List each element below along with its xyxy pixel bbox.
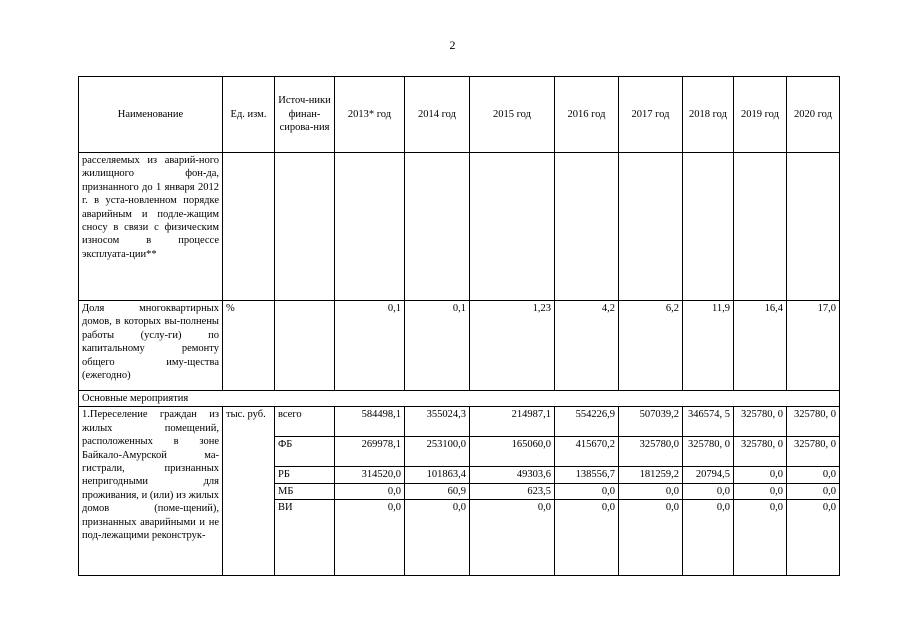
share-name: Доля многоквартирных домов, в которых вы-полнены работы (услу-ги) по капитальному ремонту общего иму-щества (ежегодно) [79,301,223,391]
empty-cell [734,153,787,301]
measure-value: 0,0 [555,483,619,499]
section-row [79,391,840,407]
empty-cell [223,153,275,301]
empty-cell [470,153,555,301]
empty-cell [405,153,470,301]
measure-value: 20794,5 [683,467,734,483]
measure-value: 0,0 [683,483,734,499]
header-year: 2015 год [470,77,555,153]
share-value: 4,2 [555,301,619,391]
measure-row-total [79,407,840,437]
measure-source: МБ [275,483,335,499]
measure-value: 181259,2 [619,467,683,483]
header-unit: Ед. изм. [223,77,275,153]
measure-value: 0,0 [470,500,555,576]
measure-value: 584498,1 [335,407,405,437]
empty-cell [683,153,734,301]
measure-value: 214987,1 [470,407,555,437]
measure-value: 0,0 [619,483,683,499]
measure-value: 623,5 [470,483,555,499]
continuation-row [79,153,840,301]
empty-cell [555,153,619,301]
measure-value: 0,0 [734,500,787,576]
header-year: 2018 год [683,77,734,153]
empty-cell [787,153,840,301]
share-value: 0,1 [335,301,405,391]
share-source [275,301,335,391]
measure-value: 325780, 0 [734,437,787,467]
measure-name: 1.Переселение граждан из жилых помещений, расположенных в зоне Байкало-Амурской ма-гистрали, признанных непригодными для проживания, и (или) из жилых домов (поме-щений), признанных аварийными и не под-лежащими реконструк- [79,407,223,576]
indicator-table [78,76,840,576]
share-unit: % [223,301,275,391]
measure-value: 49303,6 [470,467,555,483]
measure-value: 0,0 [734,467,787,483]
measure-value: 325780, 0 [734,407,787,437]
header-row [79,77,840,153]
section-title: Основные мероприятия [79,391,840,407]
measure-source: ВИ [275,500,335,576]
measure-value: 0,0 [787,500,840,576]
header-source: Источ-ники финан-сирова-ния [275,77,335,153]
measure-value: 507039,2 [619,407,683,437]
measure-value: 346574, 5 [683,407,734,437]
header-year: 2019 год [734,77,787,153]
measure-value: 314520,0 [335,467,405,483]
measure-value: 0,0 [683,500,734,576]
measure-value: 165060,0 [470,437,555,467]
header-year: 2017 год [619,77,683,153]
measure-value: 138556,7 [555,467,619,483]
share-value: 1,23 [470,301,555,391]
measure-value: 0,0 [734,483,787,499]
measure-value: 325780,0 [619,437,683,467]
measure-value: 0,0 [335,483,405,499]
measure-unit: тыс. руб. [223,407,275,576]
measure-value: 355024,3 [405,407,470,437]
measure-value: 415670,2 [555,437,619,467]
empty-cell [335,153,405,301]
header-year: 2020 год [787,77,840,153]
share-value: 6,2 [619,301,683,391]
measure-value: 0,0 [405,500,470,576]
empty-cell [275,153,335,301]
measure-value: 325780, 0 [787,407,840,437]
measure-value: 0,0 [787,483,840,499]
share-value: 16,4 [734,301,787,391]
measure-value: 101863,4 [405,467,470,483]
share-row [79,301,840,391]
header-year: 2014 год [405,77,470,153]
measure-value: 60,9 [405,483,470,499]
measure-source: всего [275,407,335,437]
header-year: 2016 год [555,77,619,153]
measure-value: 269978,1 [335,437,405,467]
empty-cell [619,153,683,301]
measure-value: 325780, 0 [683,437,734,467]
page-number: 2 [449,38,456,52]
measure-source: РБ [275,467,335,483]
share-value: 0,1 [405,301,470,391]
header-year: 2013* год [335,77,405,153]
header-name: Наименование [79,77,223,153]
measure-value: 0,0 [787,467,840,483]
continuation-text: расселяемых из аварий-ного жилищного фон-да, признанного до 1 января 2012 г. в уста-новленном порядке аварийным и подле-жащим сносу в связи с физическим износом в процессе эксплуата-ции** [79,153,223,301]
measure-value: 0,0 [555,500,619,576]
share-value: 17,0 [787,301,840,391]
measure-value: 0,0 [619,500,683,576]
measure-value: 554226,9 [555,407,619,437]
measure-source: ФБ [275,437,335,467]
measure-value: 0,0 [335,500,405,576]
measure-value: 253100,0 [405,437,470,467]
share-value: 11,9 [683,301,734,391]
measure-value: 325780, 0 [787,437,840,467]
